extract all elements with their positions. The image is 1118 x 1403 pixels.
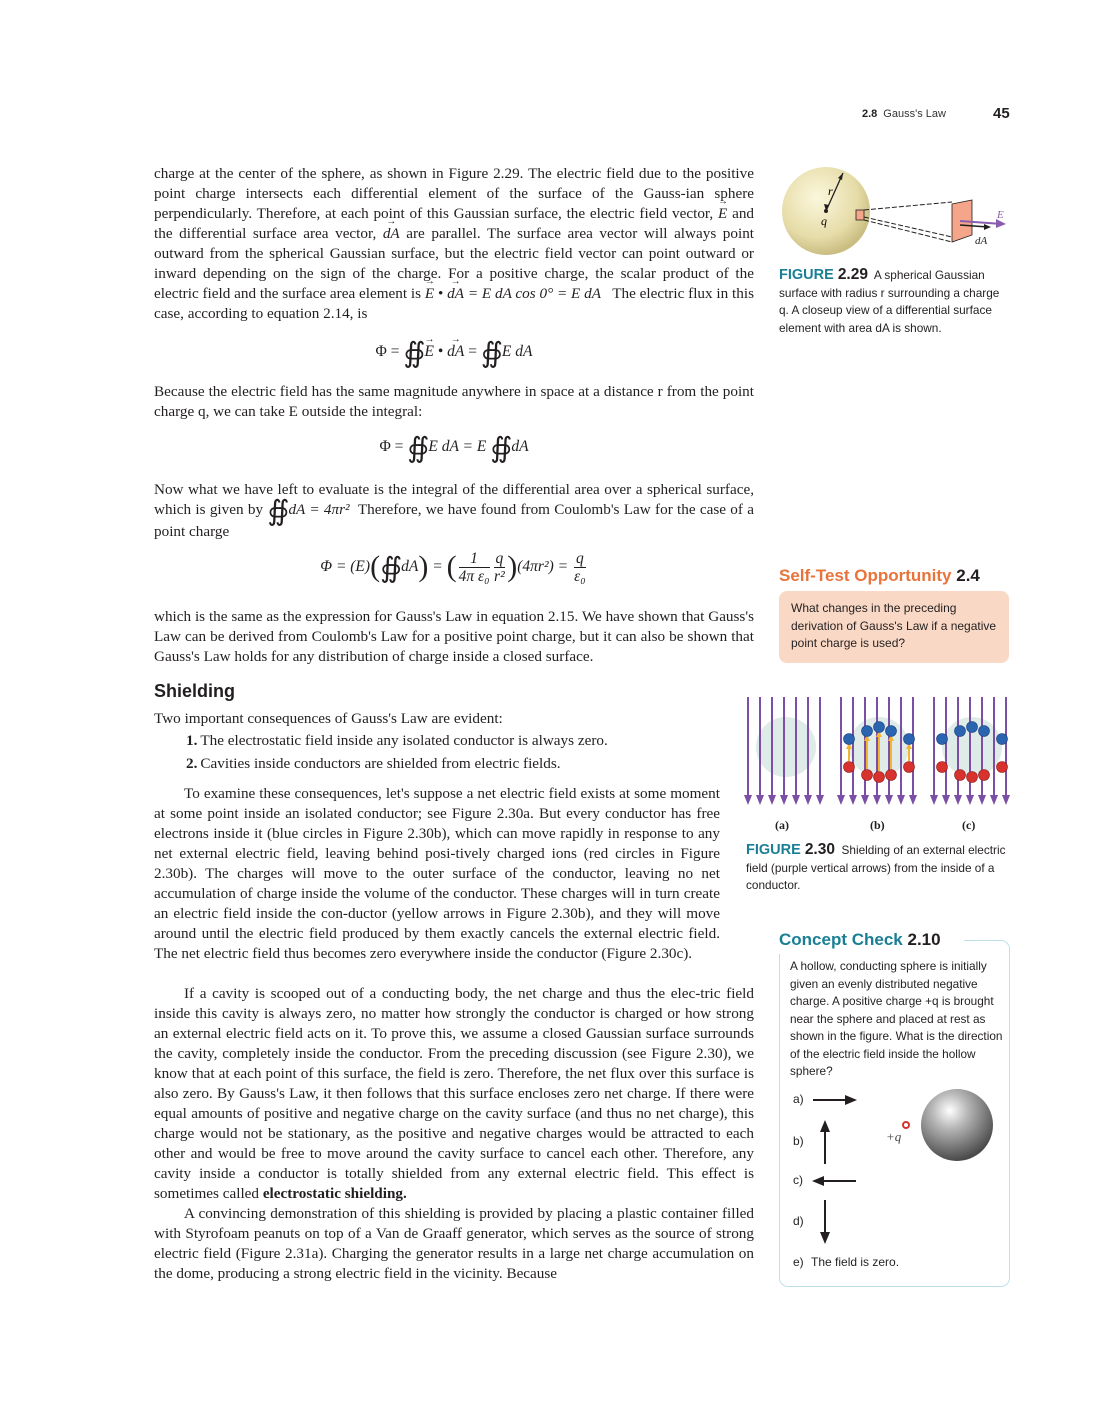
- positive-ion: [979, 770, 990, 781]
- electron: [844, 734, 855, 745]
- panel-label-a: (a): [775, 818, 789, 832]
- electron: [862, 726, 873, 737]
- field-arrowhead: [978, 795, 986, 805]
- positive-ion: [997, 762, 1008, 773]
- positive-ion: [937, 762, 948, 773]
- para5-text: Two important consequences of Gauss's Law are evident:: [154, 710, 503, 727]
- frac2-num: q: [495, 550, 504, 567]
- dot-product-formula: = E dA cos 0° = E dA: [467, 285, 602, 302]
- figure-2-29-caption: [779, 266, 1009, 337]
- figure-2-30-caption: [746, 841, 1011, 895]
- eq2-rhs: dA: [511, 438, 529, 455]
- field-arrowhead: [990, 795, 998, 805]
- positive-ion: [967, 772, 978, 783]
- equation-flux-2: [154, 433, 754, 464]
- paragraph-magnitude: [154, 382, 754, 422]
- term-electrostatic-shielding: electrostatic shielding.: [262, 1185, 407, 1202]
- fraction-q-over-r2: [494, 550, 506, 585]
- list-item: [154, 754, 754, 774]
- small-surface-element: [856, 210, 864, 220]
- option-d[interactable]: [793, 1200, 831, 1244]
- up-arrow-icon: [819, 1120, 831, 1164]
- frac1-num: 1: [459, 550, 490, 568]
- frac3-den: ε₀: [574, 568, 586, 585]
- positive-ion: [886, 770, 897, 781]
- point-charge-dot: [824, 209, 828, 213]
- vector-E-inline: → E: [425, 284, 434, 304]
- figure-label: [746, 842, 835, 858]
- equation-flux-1: Φ = ∯ → E • → dA = ∯ E dA: [154, 342, 754, 364]
- frac2-den: r²: [494, 568, 505, 585]
- electron: [904, 734, 915, 745]
- panel-label-b: (b): [870, 818, 885, 832]
- field-arrowhead: [909, 795, 917, 805]
- eq1-vecE: → E: [424, 342, 433, 362]
- field-arrowhead: [756, 795, 764, 805]
- section-number: 2.8: [862, 108, 878, 120]
- section-heading-shielding: Shielding: [154, 681, 235, 701]
- figure-label: [779, 267, 868, 283]
- electron: [955, 726, 966, 737]
- concept-check-number: 2.10: [907, 930, 941, 949]
- eq1-equals: =: [468, 343, 477, 360]
- list-text: The electrostatic field inside any isolated conductor is always zero.: [200, 732, 608, 749]
- frac1-den: 4π ε₀: [458, 568, 490, 585]
- electron: [997, 734, 1008, 745]
- projection-line: [864, 217, 952, 237]
- positive-ion: [874, 772, 885, 783]
- eq1-lhs: Φ =: [375, 343, 400, 360]
- vector-dA: → dA: [383, 224, 400, 244]
- vector-E: → E: [718, 204, 727, 224]
- list-number: 2.: [186, 755, 198, 772]
- paren-open: (: [446, 550, 457, 584]
- positive-ion: [862, 770, 873, 781]
- field-arrowhead: [744, 795, 752, 805]
- list-item: [154, 731, 754, 751]
- projection-line: [864, 220, 952, 242]
- para3-text-a: Now what we have left to evaluate is the integral of the differential area over a spherical surface, which is given by: [154, 481, 754, 518]
- concept-check-question: A hollow, conducting sphere is initially given an evenly distributed negative charge. A positive charge +q is brought near the sphere and placed at rest as shown in the figure. What is the direction of the electric field inside the hollow sphere?: [790, 959, 1003, 1078]
- closed-surface-integral-icon: ∯: [407, 433, 421, 464]
- self-test-number: 2.4: [956, 566, 980, 585]
- para7-text: If a cavity is scooped out of a conducting body, the net charge and thus the elec-tric field inside this cavity is always zero, no matter how strongly the conductor is charged or how strong an external electric field acts on it. To prove this, we assume a closed Gaussian surface surrounds the cavity, completely inside the conductor. From the preceding discussion (see Figure 2.30), we know that at each point of this surface, the field is zero. Therefore, the net flux over this surface is also zero. By Gauss's Law, it then follows that this surface encloses zero net charge. If there were equal amounts of positive and negative charge on the cavity surface (and thus no net charge), this charge would not be stationary, as the positive and negative charges would be attracted to each other and would be free to move around the cavity surface to cancel each other. Therefore, any cavity inside a conductor is totally shielded from any external electric field. This effect is sometimes called: [154, 985, 754, 1202]
- closed-surface-integral-icon: ∯: [480, 338, 494, 369]
- closed-surface-integral-icon: ∯: [490, 433, 504, 464]
- option-label: d): [793, 1214, 804, 1228]
- field-arrowhead: [792, 795, 800, 805]
- para4-text: which is the same as the expression for Gauss's Law in equation 2.15. We have shown that Gauss's Law can be derived from Coulomb's Law for a positive point charge, but it can also be shown that Gauss's Law holds for any distribution of charge inside a closed surface.: [154, 608, 754, 665]
- eq2-mid: E dA = E: [428, 438, 487, 455]
- option-a[interactable]: [793, 1092, 857, 1106]
- paragraph-cavity: [154, 984, 754, 1284]
- electron: [979, 726, 990, 737]
- running-header: [862, 108, 946, 120]
- paragraph-intro: charge at the center of the sphere, as shown in Figure 2.29. The electric field due to the positive point charge intersects each differential element of the surface of the Gauss-ian sphere perpendicularly. Therefore, at each point of this Gaussian surface, the electric field vector, → E and the differential surface area vector, → dA are parallel. The surface area vector will always point outward from the spherical Gaussian surface, but the electric field vector can point outward or inward depending on the sign of the charge. For a positive charge, the scalar product of the electric field and the surface area element is → E • → dA = E dA cos 0° = E dA The electric flux in this case, according to equation 2.14, is: [154, 164, 754, 324]
- eq1-vecdA: → dA: [447, 342, 464, 362]
- self-test-heading: [779, 566, 980, 586]
- positive-charge-dot: [903, 1122, 909, 1128]
- figure-number: 2.29: [837, 266, 868, 283]
- caption-text: Shielding of an external electric field (purple vertical arrows) from the inside of a conductor.: [746, 843, 1006, 892]
- self-test-question: What changes in the preceding derivation of Gauss's Law if a negative point charge is used?: [791, 601, 997, 650]
- frac3-num: q: [575, 550, 584, 567]
- figure-word: FIGURE: [779, 267, 834, 283]
- para1-text: charge at the center of the sphere, as shown in Figure 2.29. The electric field due to the positive point charge intersects each differential element of the surface of the Gauss-ian sphere perpendicularly. Therefore, at each point of this Gaussian surface, the electric field vector,: [154, 165, 754, 222]
- electron: [937, 734, 948, 745]
- figure-number: 2.30: [804, 841, 835, 858]
- label-q: q: [821, 214, 827, 228]
- electron: [967, 722, 978, 733]
- down-arrow-icon: [819, 1200, 831, 1244]
- para8-text: A convincing demonstration of this shielding is provided by placing a plastic container filled with Styrofoam peanuts on top of a Van de Graaff generator, which serves as the source of strong electric field (Figure 2.31a). Charging the generator results in a large net charge accumulation on the dome, producing a strong electric field in the vicinity. Because: [154, 1205, 754, 1282]
- option-b[interactable]: [793, 1120, 831, 1164]
- field-arrowhead: [816, 795, 824, 805]
- field-arrowhead: [804, 795, 812, 805]
- closed-surface-integral-icon: ∯: [267, 496, 281, 527]
- option-e[interactable]: [793, 1255, 899, 1269]
- field-arrowhead: [837, 795, 845, 805]
- paren-close: ): [418, 550, 429, 584]
- right-arrow-icon: [813, 1094, 857, 1106]
- fraction-coulomb-constant: [459, 550, 490, 585]
- option-label: c): [793, 1173, 803, 1187]
- positive-ion: [844, 762, 855, 773]
- label-E: E: [997, 209, 1004, 221]
- paragraph-conclusion: [154, 607, 754, 667]
- sphere-area-formula: dA = 4πr²: [288, 501, 350, 518]
- option-label: b): [793, 1134, 804, 1148]
- concept-check-heading: [779, 930, 941, 950]
- field-arrowhead: [885, 795, 893, 805]
- list-number: 1.: [186, 732, 198, 749]
- positive-ion: [904, 762, 915, 773]
- equation-coulomb-gauss: Φ = (E)(∯ dA) = ( $\frac{1}{\text{4π ε₀}}$ $\frac{q}{\text{r²}}$ )(4πr²) = $\frac{q}{\text{ε₀}}$: [320, 550, 586, 585]
- paren-close: ): [507, 550, 518, 584]
- figure-word: FIGURE: [746, 842, 801, 858]
- eq3-area: (4πr²) =: [517, 558, 569, 576]
- dA-arrowhead: [984, 224, 991, 230]
- caption-text: A spherical Gaussian surface with radius r surrounding a charge q. A closeup view of a differential surface element with area dA is shown.: [779, 268, 1000, 335]
- field-arrowhead: [873, 795, 881, 805]
- paragraph-examine: [154, 784, 720, 964]
- vector-dA-inline: → dA: [447, 284, 464, 304]
- paragraph-area: [154, 480, 754, 542]
- eq2-lhs: Φ =: [379, 438, 404, 455]
- para2-text: Because the electric field has the same magnitude anywhere in space at a distance r from the point charge q, we can take E outside the integral:: [154, 383, 754, 420]
- option-text: The field is zero.: [811, 1255, 900, 1269]
- field-arrowhead: [897, 795, 905, 805]
- label-r: r: [828, 184, 833, 198]
- section-title: Gauss's Law: [883, 108, 946, 120]
- eq1-rhs: E dA: [501, 343, 533, 360]
- para6-text: To examine these consequences, let's suppose a net electric field exists at some moment at some point inside an isolated conductor; see Figure 2.30a. But every conductor has free electrons inside it (blue circles in Figure 2.30b), which can move rapidly in response to any net external electric field, leaving behind posi-tively charged ions (red circles in Figure 2.30b). The charges will move to the outer surface of the conductor, leaving no net accumulation of charge inside the volume of the conductor. These charges will in turn create an electric field inside the con-ductor (yellow arrows in Figure 2.30b), and they will move around until the electric field produced by them exactly cancels the external electric field. The net electric field thus becomes zero everywhere inside the conductor (Figure 2.30c).: [154, 785, 720, 962]
- electron: [886, 726, 897, 737]
- option-label: e): [793, 1255, 804, 1269]
- option-c[interactable]: [793, 1173, 856, 1187]
- para1-tail: The electric flux in this case, according to equation 2.14, is: [154, 285, 754, 322]
- field-arrowhead: [954, 795, 962, 805]
- para3-text-b: Therefore, we have found from Coulomb's Law for the case of a point charge: [154, 501, 754, 540]
- positive-ion: [955, 770, 966, 781]
- closed-surface-integral-icon: ∯: [403, 338, 417, 369]
- field-arrowhead: [966, 795, 974, 805]
- field-arrowhead: [849, 795, 857, 805]
- field-arrowhead: [768, 795, 776, 805]
- option-label: a): [793, 1092, 804, 1106]
- para1-end: are parallel. The surface area vector will always point outward from the spherical Gaussian surface, but the electric field vector can point outward or inward depending on the sign of the charge. For a positive charge, the scalar product of the electric field and the surface area element is: [154, 225, 755, 302]
- eq3-lhs: Φ = (E): [320, 558, 371, 576]
- projection-line: [864, 202, 952, 210]
- eq3-dA: dA: [401, 558, 419, 576]
- para1-mid: and the differential surface area vector,: [154, 205, 755, 242]
- closed-surface-integral-icon: ∯: [380, 553, 394, 585]
- list-text: Cavities inside conductors are shielded from electric fields.: [200, 755, 561, 772]
- figure-2-30-illustration: [740, 695, 1020, 815]
- paragraph-consequences: [154, 709, 754, 774]
- charge-label: +q: [886, 1129, 902, 1144]
- label-dA: dA: [975, 235, 988, 247]
- fraction-q-over-eps0: [574, 550, 586, 585]
- concept-check-title: Concept Check: [779, 930, 903, 949]
- hollow-conducting-sphere: [921, 1089, 993, 1161]
- field-arrowhead: [1002, 795, 1010, 805]
- electron: [874, 722, 885, 733]
- left-arrow-icon: [812, 1175, 856, 1187]
- self-test-title: Self-Test Opportunity: [779, 566, 952, 585]
- paren-open: (: [370, 550, 381, 584]
- field-arrowhead: [942, 795, 950, 805]
- figure-2-29-illustration: [780, 160, 1020, 260]
- concept-check-figure: [880, 1085, 1000, 1165]
- field-arrowhead: [930, 795, 938, 805]
- page-number: 45: [993, 105, 1010, 122]
- field-arrowhead: [861, 795, 869, 805]
- field-arrowhead: [780, 795, 788, 805]
- panel-label-c: (c): [962, 818, 976, 832]
